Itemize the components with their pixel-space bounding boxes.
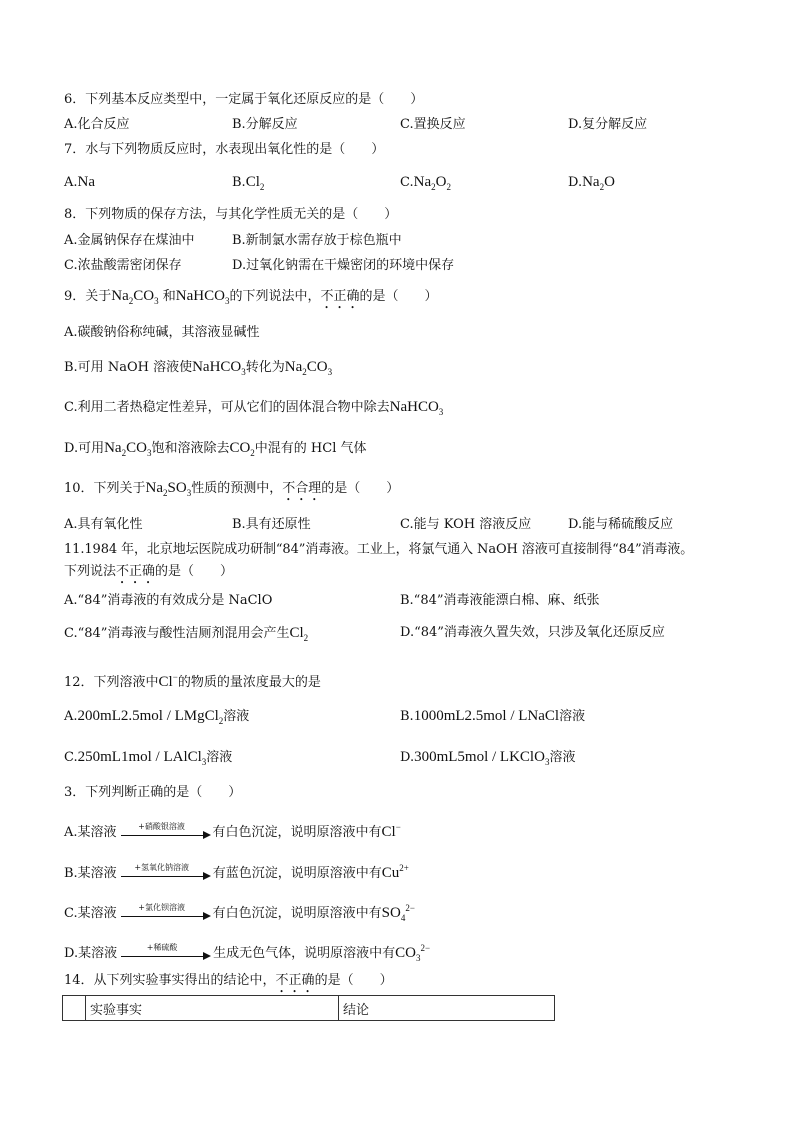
q11-option-c: C.“84”消毒液与酸性洁厕剂混用会产生$Cl_2$ — [64, 625, 309, 643]
q8-option-d: D.过氧化钠需在干燥密闭的环境中保存 — [232, 258, 455, 273]
q13-option-d: D.某溶液 +稀硫酸 生成无色气体，说明原溶液中有$CO_3^{2-}$ — [64, 942, 431, 963]
q6-option-a: A.化合反应 — [64, 117, 130, 132]
q11-stem-line2: 下列说法不正确的是（ ） — [64, 564, 234, 579]
q6-option-d: D.复分解反应 — [568, 117, 648, 132]
reaction-arrow: +稀硫酸 — [119, 945, 211, 963]
q11-stem-line1: 11.1984 年，北京地坛医院成功研制“84”消毒液。工业上，将氯气通入 NaOH 溶液可直接制得“84”消毒液。 — [64, 542, 694, 557]
q12-option-c: C.250mL1mol / LAlCl$_3$溶液 — [64, 749, 233, 767]
q12-option-a: A.200mL2.5mol / LMgCl$_2$溶液 — [64, 708, 250, 726]
q14-stem: 14．从下列实验事实得出的结论中，不正确的是（ ） — [64, 973, 393, 988]
q9-option-a: A.碳酸钠俗称纯碱，其溶液显碱性 — [64, 325, 260, 340]
q9-option-d: D.可用$Na_2CO_3$饱和溶液除去$CO_2$中混有的 HCl 气体 — [64, 440, 367, 458]
q8-stem: 8．下列物质的保存方法，与其化学性质无关的是（ ） — [64, 207, 398, 222]
q8-option-b: B.新制氯水需存放于棕色瓶中 — [232, 233, 402, 248]
q10-option-c: C.能与 KOH 溶液反应 — [400, 517, 532, 532]
q8-option-c: C.浓盐酸需密闭保存 — [64, 258, 182, 273]
q12-option-b: B.1000mL2.5mol / LNaCl溶液 — [400, 708, 586, 724]
q9-stem: 9．关于$Na_2CO_3$ 和NaHCO$_3$的下列说法中，不正确的是（ ） — [64, 288, 438, 306]
q7-option-c: $C.Na_2O_2$ — [400, 174, 451, 192]
reaction-arrow: +氢氧化钠溶液 — [119, 865, 211, 883]
q8-option-a: A.金属钠保存在煤油中 — [64, 233, 195, 248]
table-header-fact: 实验事实 — [86, 996, 339, 1021]
q10-stem: 10．下列关于$Na_2SO_3$性质的预测中，不合理的是（ ） — [64, 480, 400, 498]
reaction-arrow: +氯化钡溶液 — [119, 905, 211, 923]
table-row — [63, 996, 555, 1021]
q10-option-b: B.具有还原性 — [232, 517, 311, 532]
q11-option-b: B.“84”消毒液能漂白棉、麻、纸张 — [400, 593, 600, 608]
q7-option-a: A.Na — [64, 174, 96, 190]
q6-stem: 6．下列基本反应类型中，一定属于氧化还原反应的是（ ） — [64, 92, 424, 107]
q13-option-c: C.某溶液 +氯化钡溶液 有白色沉淀，说明原溶液中有$SO_4^{2-}$ — [64, 902, 415, 923]
q13-option-a: A.某溶液 +硝酸银溶液 有白色沉淀，说明原溶液中有Cl− — [64, 821, 401, 840]
q12-stem: 12．下列溶液中Cl−的物质的量浓度最大的是 — [64, 672, 321, 690]
q6-option-b: B.分解反应 — [232, 117, 298, 132]
q10-option-a: A.具有氧化性 — [64, 517, 143, 532]
q10-option-d: D.能与稀硫酸反应 — [568, 517, 674, 532]
q13-stem: 3．下列判断正确的是（ ） — [64, 785, 242, 800]
table-header-conclusion: 结论 — [339, 996, 555, 1021]
q11-option-a: A.“84”消毒液的有效成分是 NaClO — [64, 593, 273, 608]
q7-stem: 7．水与下列物质反应时，水表现出氧化性的是（ ） — [64, 142, 385, 157]
q12-option-d: D.300mL5mol / LKClO$_3$溶液 — [400, 749, 576, 767]
q7-option-b: $B.Cl_2$ — [232, 174, 265, 192]
reaction-arrow: +硝酸银溶液 — [119, 824, 211, 842]
q9-option-b: B.可用 NaOH 溶液使NaHCO$_3$转化为$Na_2CO_3$ — [64, 359, 333, 377]
q6-option-c: C.置换反应 — [400, 117, 466, 132]
q9-option-c: C.利用二者热稳定性差异，可从它们的固体混合物中除去NaHCO$_3$ — [64, 399, 444, 417]
table-cell-index — [63, 996, 86, 1021]
q13-option-b: B.某溶液 +氢氧化钠溶液 有蓝色沉淀，说明原溶液中有$Cu^{2+}$ — [64, 862, 409, 881]
q11-option-d: D.“84”消毒液久置失效，只涉及氧化还原反应 — [400, 625, 665, 640]
q7-option-d: $D.Na_2O$ — [568, 174, 615, 192]
q14-table — [62, 995, 555, 1021]
